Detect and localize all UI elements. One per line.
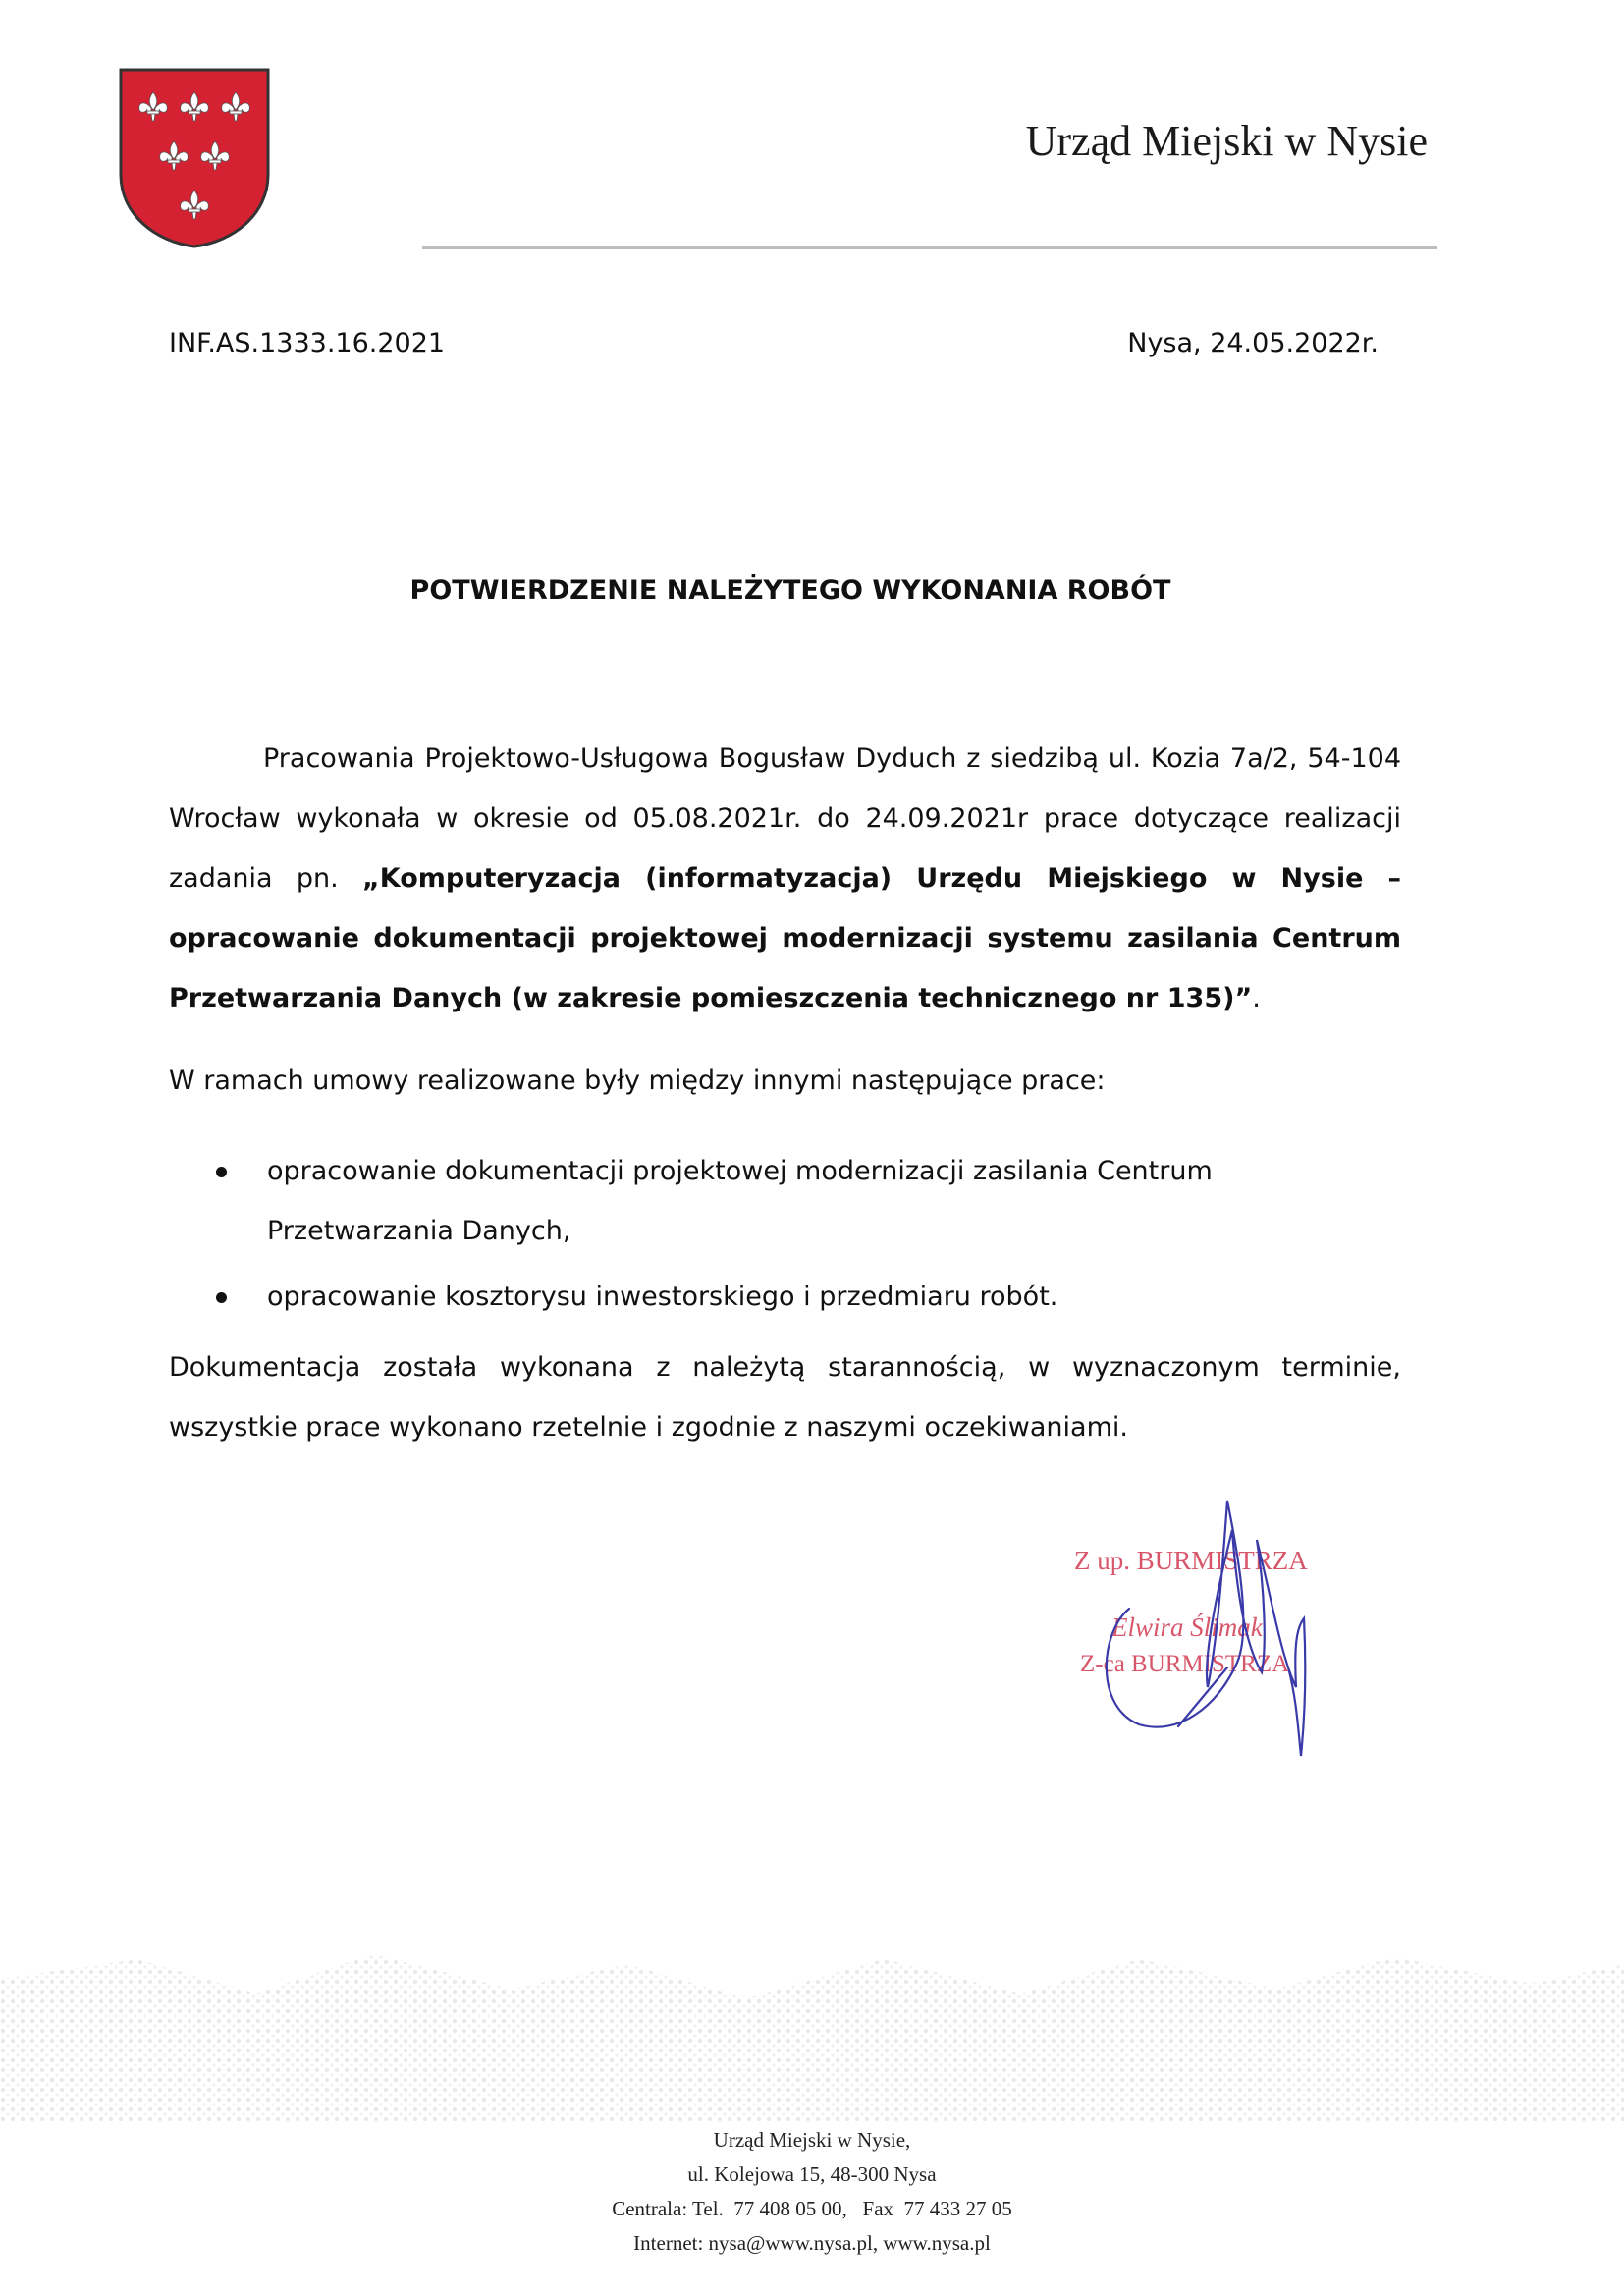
paragraph-scope: W ramach umowy realizowane były między innymi następujące prace: — [169, 1066, 1106, 1096]
coat-of-arms-icon — [118, 67, 271, 249]
stamp-line-3: Z-ca BURMISTRZA — [1080, 1651, 1290, 1677]
footer-watermark — [0, 1940, 1624, 2121]
list-item-text: opracowanie kosztorysu inwestorskiego i przedmiaru robót. — [267, 1282, 1058, 1312]
list-item — [169, 1141, 1401, 1261]
list-item-text: opracowanie dokumentacji projektowej modernizacji zasilania Centrum Przetwarzania Danych, — [267, 1156, 1213, 1246]
footer-contact — [0, 2123, 1624, 2261]
work-list — [169, 1141, 1401, 1333]
header-divider — [422, 246, 1437, 249]
paragraph-intro-end: . — [1252, 983, 1261, 1013]
stamp-line-1: Z up. BURMISTRZA — [1074, 1546, 1308, 1575]
project-name: „Komputeryzacja (informatyzacja) Urzędu Miejskiego w Nysie – opracowanie dokumentacji projektowej modernizacji systemu zasilania Centrum Przetwarzania Danych (w zakresie pomieszczenia technicznego nr 135)” — [169, 863, 1402, 1013]
footer-line-internet: Internet: nysa@www.nysa.pl, www.nysa.pl — [633, 2231, 991, 2255]
bullet-icon — [216, 1167, 227, 1177]
paragraph-intro-lead: Pracowania Projektowo-Usługowa Bogusław Dyduch z siedzibą ul. Kozia 7a/2, 54-104 Wrocław wykonała w okresie od 05.08.2021r. do 24.09.2021r prace dotyczące realizacji zadania pn. — [169, 743, 1401, 894]
bullet-icon — [216, 1292, 227, 1303]
office-name: Urząd Miejski w Nysie — [1025, 117, 1428, 165]
reference-number: INF.AS.1333.16.2021 — [169, 328, 446, 358]
paragraph-conclusion: Dokumentacja została wykonana z należytą starannością, w wyznaczonym terminie, wszystkie prace wykonano rzetelnie i zgodnie z naszymi oczekiwaniami. — [169, 1352, 1401, 1443]
stamp-line-2: Elwira Ślimak — [1111, 1613, 1263, 1642]
document-title: POTWIERDZENIE NALEŻYTEGO WYKONANIA ROBÓT — [409, 575, 1171, 606]
signature-stamp — [1060, 1461, 1394, 1776]
footer-line-address: ul. Kolejowa 15, 48-300 Nysa — [687, 2162, 937, 2186]
footer-line-office: Urząd Miejski w Nysie, — [713, 2128, 911, 2152]
paragraph-intro — [169, 729, 1401, 1028]
place-and-date: Nysa, 24.05.2022r. — [1127, 328, 1379, 358]
list-item — [169, 1267, 1401, 1327]
footer-line-phone: Centrala: Tel. 77 408 05 00, Fax 77 433 27 05 — [612, 2197, 1012, 2220]
